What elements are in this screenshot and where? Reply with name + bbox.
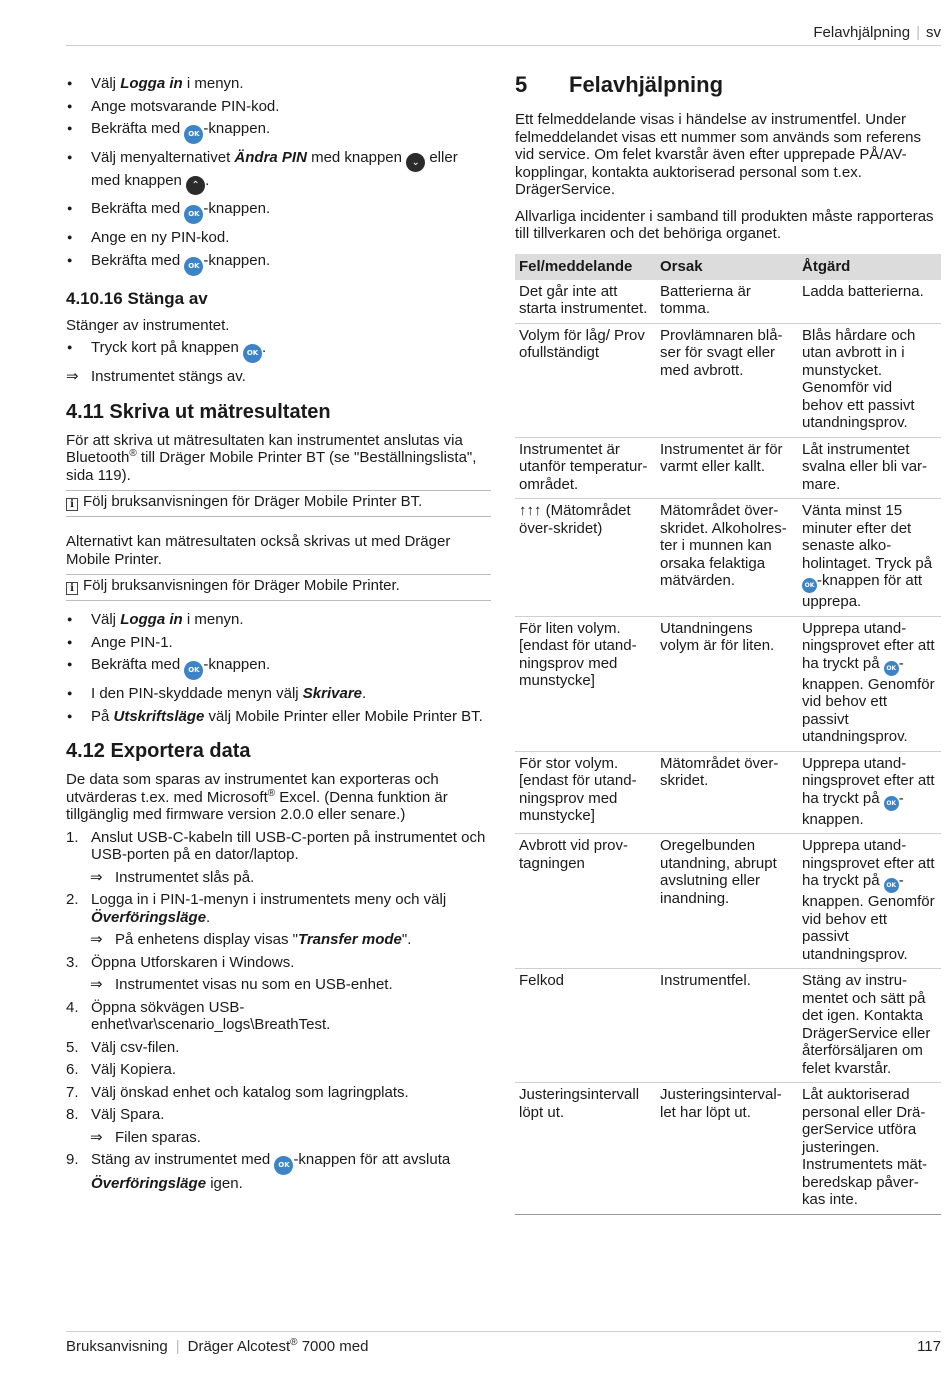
table-row: [515, 834, 941, 969]
result-item: ⇒ Filen sparas.: [66, 1129, 491, 1147]
table-cell: För stor volym. [endast för utand-ningsprov med munstycke]: [515, 751, 656, 834]
table-cell: Provlämnaren blå-ser för svagt eller med avbrott.: [656, 323, 798, 437]
header-rule: [66, 45, 941, 46]
list-item: 8. Välj Spara.: [66, 1106, 165, 1123]
result-item: ⇒ Instrumentet visas nu som en USB-enhet.: [66, 976, 491, 994]
table-cell: Volym för låg/ Prov ofullständigt: [515, 323, 656, 437]
table-cell: Upprepa utand-ningsprovet efter att ha tryckt på OK -knappen. Genomför vid behov ett passivt utandningsprov.: [798, 834, 941, 969]
ok-button-icon: OK: [184, 205, 203, 224]
ok-button-icon: OK: [274, 1156, 293, 1175]
ok-button-icon: OK: [884, 796, 899, 811]
ok-button-icon: OK: [243, 344, 262, 363]
result-item: ⇒ På enhetens display visas "Transfer mode".: [66, 931, 491, 949]
list-item: ● Tryck kort på knappen OK .: [66, 339, 491, 363]
ok-button-icon: OK: [184, 125, 203, 144]
section-intro: Stänger av instrumentet.: [66, 316, 230, 334]
table-row: [515, 969, 941, 1083]
table-cell: Mätområdet över-skridet. Alkoholres-ter i munnen kan orsaka felaktiga mätvärden.: [656, 499, 798, 617]
table-cell: Instrumentet är för varmt eller kallt.: [656, 437, 798, 499]
page-number: 117: [917, 1338, 941, 1355]
troubleshooting-table: [515, 254, 941, 1215]
list-item: ● Bekräfta med OK -knappen.: [66, 252, 491, 276]
chevron-down-icon: ⌄: [406, 153, 425, 172]
header-divider: |: [916, 24, 920, 41]
table-row: [515, 1083, 941, 1215]
paragraph: Ett felmeddelande visas i händelse av instrumentfel. Under felmeddelandet visas ett nummer som används som referens vid service. Om felet kvarstår även efter upprepade PÅ/AV-kopplingar, kontakta auktoriserad personal som t.ex. DrägerService.: [515, 111, 922, 198]
list-item: 5. Välj csv-filen.: [66, 1038, 180, 1056]
list-item: ● I den PIN-skyddade menyn välj Skrivare.: [66, 685, 491, 703]
table-cell: Upprepa utand-ningsprovet efter att ha tryckt på OK -knappen. Genomför vid behov ett passivt utandningsprov.: [798, 616, 941, 751]
table-cell: Ladda batterierna.: [798, 280, 941, 324]
list-item: ● Välj Logga in i menyn.: [66, 611, 491, 629]
table-cell: Blås hårdare och utan avbrott in i munstycket. Genomför vid behov ett passivt utandningsprov.: [798, 323, 941, 437]
list-item: 3. Öppna Utforskaren i Windows.: [66, 953, 295, 971]
paragraph: De data som sparas av instrumentet kan exporteras och utvärderas t.ex. med Microsoft® Excel. (Denna funktion är tillgänglig med firmware version 2.0.0 eller senare.): [66, 771, 448, 823]
list-item: ● Ange PIN-1.: [66, 634, 491, 652]
ok-button-icon: OK: [884, 878, 899, 893]
table-row: [515, 616, 941, 751]
list-item: ● Ange en ny PIN-kod.: [66, 229, 491, 247]
column-header: Fel/meddelande: [515, 254, 656, 280]
paragraph: För att skriva ut mätresultaten kan instrumentet anslutas via Bluetooth® till Dräger Mobile Printer BT (se "Beställningslista", sida 119).: [66, 431, 477, 484]
left-column: [66, 75, 491, 1193]
ok-button-icon: OK: [802, 578, 817, 593]
list-item: 7. Välj önskad enhet och katalog som lagringplats.: [66, 1083, 409, 1101]
table-cell: Felkod: [515, 969, 656, 1083]
list-item: ● Bekräfta med OK -knappen.: [66, 656, 491, 680]
table-cell: Det går inte att starta instrumentet.: [515, 280, 656, 324]
section-title-4-11: 4.11 Skriva ut mätresultaten: [66, 400, 331, 423]
list-item: 9. Stäng av instrumentet med OK -knappen för att avsluta Överföringsläge igen.: [66, 1151, 451, 1192]
table-cell: Upprepa utand-ningsprovet efter att ha tryckt på OK -knappen.: [798, 751, 941, 834]
table-row: [515, 280, 941, 324]
pin-steps-list: [66, 75, 491, 276]
ok-button-icon: OK: [184, 257, 203, 276]
list-item: 6. Välj Kopiera.: [66, 1061, 177, 1078]
info-icon: i: [66, 582, 78, 595]
list-item: 2. Logga in i PIN-1-menyn i instrumentets meny och välj Överföringsläge.: [66, 891, 447, 926]
header-title: Felavhjälpning: [813, 24, 911, 41]
table-cell: Vänta minst 15 minuter efter det senaste alko-holintaget. Tryck på OK -knappen för att upprepa.: [798, 499, 941, 617]
table-cell: Avbrott vid prov-tagningen: [515, 834, 656, 969]
page-footer: [66, 1338, 941, 1356]
footer-divider: |: [175, 1338, 180, 1355]
paragraph: Alternativt kan mätresultaten också skrivas ut med Dräger Mobile Printer.: [66, 533, 451, 568]
table-cell: Låt instrumentet svalna eller bli var-mare.: [798, 437, 941, 499]
right-column: [515, 72, 941, 1215]
info-note: i Följ bruksanvisningen för Dräger Mobile Printer BT.: [66, 490, 491, 517]
page-header: [813, 24, 941, 42]
table-cell: Oregelbunden utandning, abrupt avslutning eller inandning.: [656, 834, 798, 969]
list-item: ● Välj menyalternativet Ändra PIN med knappen ⌄ eller med knappen ⌃ .: [66, 149, 491, 195]
list-item: ● Välj Logga in i menyn.: [66, 75, 491, 93]
footer-rule: [66, 1331, 941, 1332]
table-cell: Batterierna är tomma.: [656, 280, 798, 324]
list-item: ● Bekräfta med OK -knappen.: [66, 120, 491, 144]
list-item: 4. Öppna sökvägen USB-enhet\var\scenario_logs\BreathTest.: [66, 998, 331, 1033]
list-item: ● Bekräfta med OK -knappen.: [66, 200, 491, 224]
table-cell: Instrumentet är utanför temperatur-området.: [515, 437, 656, 499]
section-title-4-10-16: 4.10.16 Stänga av: [66, 288, 208, 308]
result-item: ⇒ Instrumentet slås på.: [66, 869, 491, 887]
result-item: ⇒ Instrumentet stängs av.: [66, 368, 491, 386]
info-icon: i: [66, 498, 78, 511]
paragraph: Allvarliga incidenter i samband till produkten måste rapporteras till tillverkaren och det behöriga organet.: [515, 207, 934, 242]
footer-doc-info: Bruksanvisning | Dräger Alcotest® 7000 med: [66, 1337, 369, 1355]
list-item: ● Ange motsvarande PIN-kod.: [66, 98, 491, 116]
table-row: [515, 437, 941, 499]
table-cell: Utandningens volym är för liten.: [656, 616, 798, 751]
list-item: 1. Anslut USB-C-kabeln till USB-C-porten på instrumentet och USB-porten på en dator/laptop.: [66, 828, 486, 863]
table-cell: Stäng av instru-mentet och sätt på det igen. Kontakta DrägerService eller återförsäljaren om felet kvarstår.: [798, 969, 941, 1083]
table-cell: Mätområdet över-skridet.: [656, 751, 798, 834]
table-cell: Låt auktoriserad personal eller Drä-gerService utföra justeringen. Instrumentets mät-beredskap påver-kas inte.: [798, 1083, 941, 1215]
table-cell: Justeringsintervall löpt ut.: [515, 1083, 656, 1215]
column-header: Orsak: [656, 254, 798, 280]
ok-button-icon: OK: [884, 661, 899, 676]
table-row: [515, 323, 941, 437]
info-note: i Följ bruksanvisningen för Dräger Mobile Printer.: [66, 574, 491, 601]
section-title-4-12: 4.12 Exportera data: [66, 740, 251, 762]
chevron-up-icon: ⌃: [186, 176, 205, 195]
column-header: Åtgärd: [798, 254, 941, 280]
header-lang: sv: [926, 24, 941, 41]
list-item: ● På Utskriftsläge välj Mobile Printer eller Mobile Printer BT.: [66, 708, 491, 726]
table-cell: Justeringsinterval-let har löpt ut.: [656, 1083, 798, 1215]
table-row: [515, 499, 941, 617]
table-cell: Instrumentfel.: [656, 969, 798, 1083]
table-cell: För liten volym. [endast för utand-ningsprov med munstycke]: [515, 616, 656, 751]
ok-button-icon: OK: [184, 661, 203, 680]
table-cell: ↑↑↑ (Mätområdet över-skridet): [515, 499, 656, 617]
chapter-title: 5 Felavhjälpning: [515, 72, 724, 97]
table-header-row: [515, 254, 941, 280]
table-row: [515, 751, 941, 834]
